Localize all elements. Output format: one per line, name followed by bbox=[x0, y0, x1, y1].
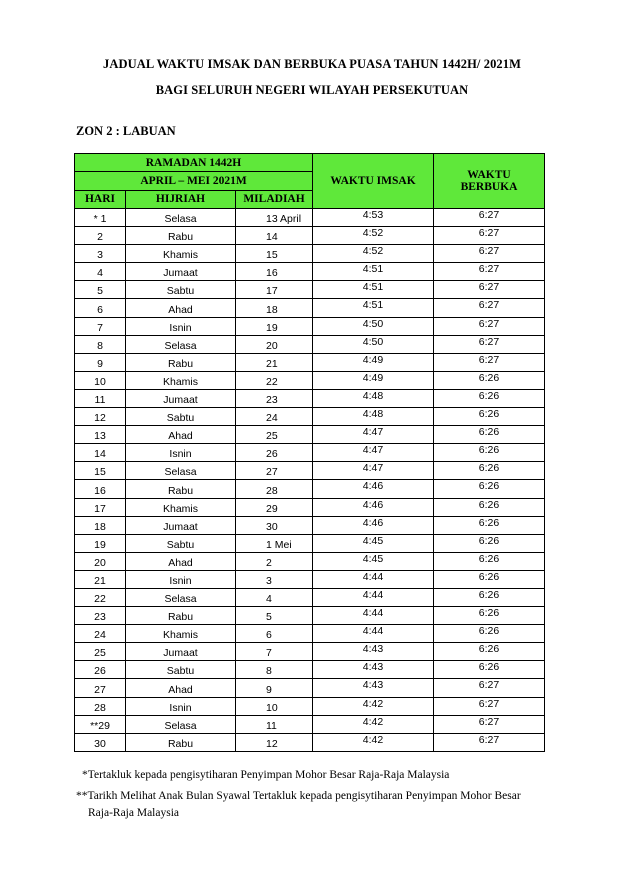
ramadan-header: RAMADAN 1442H bbox=[75, 154, 313, 172]
table-row bbox=[75, 480, 545, 498]
table-row bbox=[75, 697, 545, 715]
berbuka-cell: 6:26 bbox=[434, 643, 545, 661]
hari-cell: * 1 bbox=[75, 209, 126, 227]
imsak-cell: 4:46 bbox=[313, 498, 434, 516]
miladiah-cell: 19 bbox=[236, 317, 313, 335]
imsak-cell: 4:47 bbox=[313, 426, 434, 444]
miladiah-cell: 15 bbox=[236, 245, 313, 263]
table-row bbox=[75, 498, 545, 516]
imsak-cell: 4:44 bbox=[313, 625, 434, 643]
hijriah-cell: Sabtu bbox=[126, 534, 236, 552]
berbuka-cell: 6:26 bbox=[434, 661, 545, 679]
hijriah-cell: Khamis bbox=[126, 245, 236, 263]
miladiah-cell: 7 bbox=[236, 643, 313, 661]
miladiah-cell: 1 Mei bbox=[236, 534, 313, 552]
imsak-cell: 4:52 bbox=[313, 227, 434, 245]
imsak-cell: 4:44 bbox=[313, 570, 434, 588]
miladiah-cell: 9 bbox=[236, 679, 313, 697]
imsak-cell: 4:44 bbox=[313, 588, 434, 606]
miladiah-cell: 4 bbox=[236, 588, 313, 606]
table-row bbox=[75, 643, 545, 661]
table-row bbox=[75, 335, 545, 353]
miladiah-cell: 25 bbox=[236, 426, 313, 444]
hari-cell: 11 bbox=[75, 389, 126, 407]
berbuka-cell: 6:26 bbox=[434, 552, 545, 570]
table-row bbox=[75, 516, 545, 534]
months-header: APRIL – MEI 2021M bbox=[75, 172, 313, 190]
hijriah-header: HIJRIAH bbox=[126, 190, 236, 208]
table-row bbox=[75, 408, 545, 426]
hari-cell: 8 bbox=[75, 335, 126, 353]
imsak-cell: 4:47 bbox=[313, 444, 434, 462]
hijriah-cell: Isnin bbox=[126, 570, 236, 588]
imsak-cell: 4:43 bbox=[313, 643, 434, 661]
hijriah-cell: Ahad bbox=[126, 299, 236, 317]
berbuka-cell: 6:27 bbox=[434, 733, 545, 751]
imsak-cell: 4:50 bbox=[313, 317, 434, 335]
miladiah-cell: 24 bbox=[236, 408, 313, 426]
footnote-1: *Tertakluk kepada pengisytiharan Penyimpan Mohor Besar Raja-Raja Malaysia bbox=[82, 769, 450, 781]
miladiah-cell: 27 bbox=[236, 462, 313, 480]
imsak-cell: 4:42 bbox=[313, 715, 434, 733]
miladiah-cell: 10 bbox=[236, 697, 313, 715]
table-row bbox=[75, 534, 545, 552]
table-row bbox=[75, 371, 545, 389]
imsak-header: WAKTU IMSAK bbox=[313, 154, 434, 209]
hari-cell: 7 bbox=[75, 317, 126, 335]
berbuka-cell: 6:27 bbox=[434, 697, 545, 715]
hari-cell: 26 bbox=[75, 661, 126, 679]
imsak-cell: 4:44 bbox=[313, 607, 434, 625]
berbuka-cell: 6:26 bbox=[434, 444, 545, 462]
miladiah-cell: 8 bbox=[236, 661, 313, 679]
miladiah-header: MILADIAH bbox=[236, 190, 313, 208]
berbuka-cell: 6:27 bbox=[434, 679, 545, 697]
table-row bbox=[75, 389, 545, 407]
hijriah-cell: Rabu bbox=[126, 227, 236, 245]
imsak-cell: 4:51 bbox=[313, 263, 434, 281]
hijriah-cell: Khamis bbox=[126, 625, 236, 643]
miladiah-cell: 16 bbox=[236, 263, 313, 281]
document-title: JADUAL WAKTU IMSAK DAN BERBUKA PUASA TAHUN 1442H/ 2021M bbox=[102, 57, 522, 71]
hari-cell: 5 bbox=[75, 281, 126, 299]
hari-cell: 27 bbox=[75, 679, 126, 697]
table-row bbox=[75, 353, 545, 371]
imsak-cell: 4:43 bbox=[313, 661, 434, 679]
imsak-cell: 4:50 bbox=[313, 335, 434, 353]
berbuka-cell: 6:27 bbox=[434, 263, 545, 281]
miladiah-cell: 29 bbox=[236, 498, 313, 516]
hari-cell: 21 bbox=[75, 570, 126, 588]
hari-cell: 9 bbox=[75, 353, 126, 371]
hijriah-cell: Selasa bbox=[126, 209, 236, 227]
berbuka-cell: 6:26 bbox=[434, 408, 545, 426]
miladiah-cell: 21 bbox=[236, 353, 313, 371]
berbuka-cell: 6:27 bbox=[434, 715, 545, 733]
table-row bbox=[75, 625, 545, 643]
table-row bbox=[75, 607, 545, 625]
hari-cell: 6 bbox=[75, 299, 126, 317]
berbuka-cell: 6:27 bbox=[434, 317, 545, 335]
imsak-cell: 4:45 bbox=[313, 552, 434, 570]
berbuka-cell: 6:26 bbox=[434, 462, 545, 480]
imsak-cell: 4:51 bbox=[313, 281, 434, 299]
berbuka-cell: 6:26 bbox=[434, 426, 545, 444]
miladiah-cell: 18 bbox=[236, 299, 313, 317]
berbuka-cell: 6:27 bbox=[434, 353, 545, 371]
hari-cell: 10 bbox=[75, 371, 126, 389]
table-row bbox=[75, 444, 545, 462]
berbuka-cell: 6:27 bbox=[434, 245, 545, 263]
imsak-cell: 4:49 bbox=[313, 353, 434, 371]
miladiah-cell: 2 bbox=[236, 552, 313, 570]
hari-cell: 30 bbox=[75, 733, 126, 751]
hijriah-cell: Ahad bbox=[126, 426, 236, 444]
table-row bbox=[75, 263, 545, 281]
imsak-cell: 4:49 bbox=[313, 371, 434, 389]
imsak-cell: 4:45 bbox=[313, 534, 434, 552]
hari-cell: 12 bbox=[75, 408, 126, 426]
table-row bbox=[75, 570, 545, 588]
hijriah-cell: Jumaat bbox=[126, 516, 236, 534]
hijriah-cell: Khamis bbox=[126, 371, 236, 389]
miladiah-cell: 5 bbox=[236, 607, 313, 625]
miladiah-cell: 22 bbox=[236, 371, 313, 389]
berbuka-cell: 6:27 bbox=[434, 299, 545, 317]
hijriah-cell: Selasa bbox=[126, 335, 236, 353]
miladiah-cell: 12 bbox=[236, 733, 313, 751]
miladiah-cell: 30 bbox=[236, 516, 313, 534]
hijriah-cell: Sabtu bbox=[126, 408, 236, 426]
hari-cell: 16 bbox=[75, 480, 126, 498]
miladiah-cell: 13 April bbox=[236, 209, 313, 227]
hari-cell: 24 bbox=[75, 625, 126, 643]
miladiah-cell: 14 bbox=[236, 227, 313, 245]
hari-cell: 4 bbox=[75, 263, 126, 281]
hijriah-cell: Rabu bbox=[126, 353, 236, 371]
berbuka-cell: 6:26 bbox=[434, 607, 545, 625]
miladiah-cell: 23 bbox=[236, 389, 313, 407]
hari-cell: 13 bbox=[75, 426, 126, 444]
berbuka-header-line1: WAKTU bbox=[467, 169, 511, 181]
imsak-cell: 4:48 bbox=[313, 389, 434, 407]
table-row bbox=[75, 679, 545, 697]
hijriah-cell: Sabtu bbox=[126, 281, 236, 299]
hijriah-cell: Isnin bbox=[126, 697, 236, 715]
hijriah-cell: Selasa bbox=[126, 715, 236, 733]
imsak-cell: 4:53 bbox=[313, 209, 434, 227]
hijriah-cell: Isnin bbox=[126, 444, 236, 462]
hari-cell: 28 bbox=[75, 697, 126, 715]
hijriah-cell: Selasa bbox=[126, 588, 236, 606]
table-row bbox=[75, 209, 545, 227]
imsak-cell: 4:47 bbox=[313, 462, 434, 480]
miladiah-cell: 26 bbox=[236, 444, 313, 462]
hari-cell: 18 bbox=[75, 516, 126, 534]
table-row bbox=[75, 227, 545, 245]
berbuka-cell: 6:26 bbox=[434, 516, 545, 534]
table-row bbox=[75, 715, 545, 733]
hijriah-cell: Isnin bbox=[126, 317, 236, 335]
table-row bbox=[75, 661, 545, 679]
berbuka-cell: 6:27 bbox=[434, 335, 545, 353]
document-subtitle: BAGI SELURUH NEGERI WILAYAH PERSEKUTUAN bbox=[155, 83, 469, 97]
hijriah-cell: Khamis bbox=[126, 498, 236, 516]
hari-cell: 14 bbox=[75, 444, 126, 462]
table-row bbox=[75, 552, 545, 570]
miladiah-cell: 28 bbox=[236, 480, 313, 498]
hari-cell: 15 bbox=[75, 462, 126, 480]
footnote-2 bbox=[76, 788, 546, 822]
table-row bbox=[75, 317, 545, 335]
zone-label: ZON 2 : LABUAN bbox=[76, 124, 176, 138]
miladiah-cell: 11 bbox=[236, 715, 313, 733]
miladiah-cell: 20 bbox=[236, 335, 313, 353]
table-row bbox=[75, 462, 545, 480]
berbuka-cell: 6:26 bbox=[434, 625, 545, 643]
hijriah-cell: Selasa bbox=[126, 462, 236, 480]
berbuka-cell: 6:26 bbox=[434, 570, 545, 588]
hari-cell: 17 bbox=[75, 498, 126, 516]
hijriah-cell: Ahad bbox=[126, 679, 236, 697]
imsak-cell: 4:46 bbox=[313, 480, 434, 498]
hari-header: HARI bbox=[75, 190, 126, 208]
hari-cell: 2 bbox=[75, 227, 126, 245]
berbuka-cell: 6:26 bbox=[434, 498, 545, 516]
berbuka-header-line2: BERBUKA bbox=[460, 181, 518, 193]
footnote-2-line2: Raja-Raja Malaysia bbox=[88, 807, 180, 819]
hijriah-cell: Rabu bbox=[126, 480, 236, 498]
hari-cell: 22 bbox=[75, 588, 126, 606]
berbuka-cell: 6:26 bbox=[434, 389, 545, 407]
miladiah-cell: 6 bbox=[236, 625, 313, 643]
hijriah-cell: Jumaat bbox=[126, 263, 236, 281]
table-row bbox=[75, 299, 545, 317]
hari-cell: 23 bbox=[75, 607, 126, 625]
berbuka-header bbox=[434, 154, 545, 209]
miladiah-cell: 3 bbox=[236, 570, 313, 588]
hari-cell: **29 bbox=[75, 715, 126, 733]
imsak-cell: 4:48 bbox=[313, 408, 434, 426]
hijriah-cell: Rabu bbox=[126, 607, 236, 625]
schedule-body bbox=[75, 209, 545, 752]
hijriah-cell: Jumaat bbox=[126, 389, 236, 407]
imsak-cell: 4:42 bbox=[313, 697, 434, 715]
hijriah-cell: Rabu bbox=[126, 733, 236, 751]
berbuka-cell: 6:27 bbox=[434, 209, 545, 227]
hari-cell: 19 bbox=[75, 534, 126, 552]
miladiah-cell: 17 bbox=[236, 281, 313, 299]
berbuka-cell: 6:26 bbox=[434, 480, 545, 498]
imsak-cell: 4:46 bbox=[313, 516, 434, 534]
berbuka-cell: 6:27 bbox=[434, 227, 545, 245]
berbuka-cell: 6:27 bbox=[434, 281, 545, 299]
table-row bbox=[75, 733, 545, 751]
table-row bbox=[75, 588, 545, 606]
hijriah-cell: Ahad bbox=[126, 552, 236, 570]
imsak-cell: 4:51 bbox=[313, 299, 434, 317]
hari-cell: 3 bbox=[75, 245, 126, 263]
footnote-2-line1: **Tarikh Melihat Anak Bulan Syawal Tertakluk kepada pengisytiharan Penyimpan Mohor Besar bbox=[76, 790, 521, 802]
berbuka-cell: 6:26 bbox=[434, 534, 545, 552]
table-row bbox=[75, 426, 545, 444]
imsak-cell: 4:42 bbox=[313, 733, 434, 751]
hari-cell: 25 bbox=[75, 643, 126, 661]
berbuka-cell: 6:26 bbox=[434, 588, 545, 606]
hari-cell: 20 bbox=[75, 552, 126, 570]
schedule-table bbox=[74, 153, 545, 752]
table-row bbox=[75, 245, 545, 263]
table-row bbox=[75, 281, 545, 299]
berbuka-cell: 6:26 bbox=[434, 371, 545, 389]
hijriah-cell: Sabtu bbox=[126, 661, 236, 679]
imsak-cell: 4:52 bbox=[313, 245, 434, 263]
imsak-cell: 4:43 bbox=[313, 679, 434, 697]
hijriah-cell: Jumaat bbox=[126, 643, 236, 661]
